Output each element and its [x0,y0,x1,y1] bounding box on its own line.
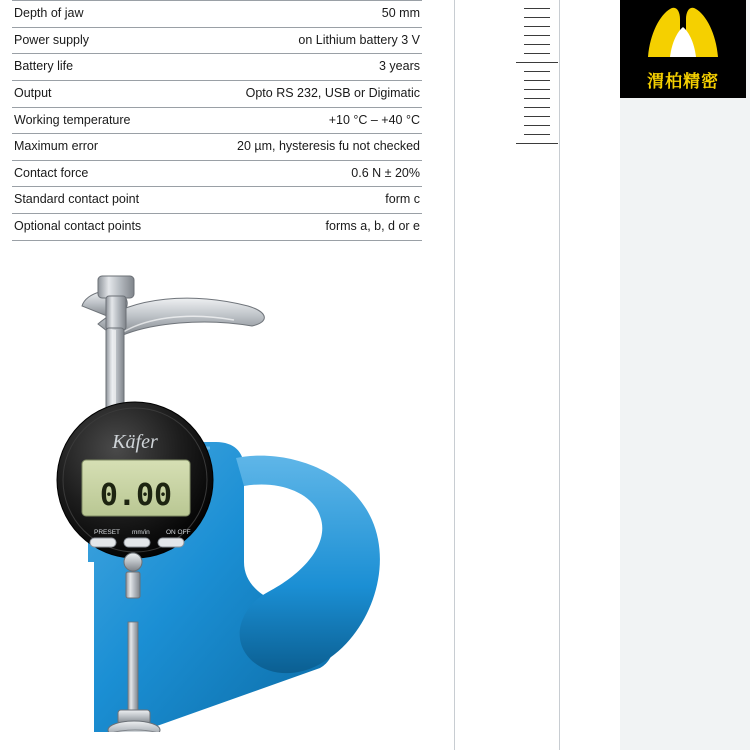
logo-text: 渭柏精密 [647,72,720,92]
dial-indicator [57,402,213,558]
ruler-tick [524,125,550,126]
ruler-tick [524,8,550,9]
spec-label: Optional contact points [14,219,142,233]
spec-label: Contact force [14,165,89,180]
button-label-onoff: ON OFF [166,529,191,536]
table-row [12,27,422,54]
table-row [12,80,422,107]
spec-label: Maximum error [14,139,99,154]
ruler-tick [524,35,550,36]
table-row [12,54,422,81]
table-row [12,214,422,241]
spec-value: 20 µm, hysteresis fu not checked [237,139,420,154]
ruler-tick-major [516,62,558,63]
ruler-tick [524,107,550,108]
specification-table [12,0,422,241]
spec-value: Opto RS 232, USB or Digimatic [245,85,420,100]
brand-text: Käfer [112,431,158,453]
lcd-value: 0.00 [99,478,173,513]
ruler-tick [524,98,550,99]
spec-value: on Lithium battery 3 V [298,32,420,47]
button-label-mmin: mm/in [132,529,150,536]
spec-label: Working temperature [14,112,131,127]
spec-value: 0.6 N ± 20% [351,165,420,180]
ruler-tick [524,53,550,54]
table-row [12,160,422,187]
ruler-tick [524,89,550,90]
ruler-tick-major [516,143,558,144]
scale-ruler [513,8,561,223]
brand-logo [620,0,746,98]
spec-value: 50 mm [381,6,420,20]
ruler-tick [524,26,550,27]
table-row [12,107,422,134]
spec-value: forms a, b, d or e [325,219,420,233]
ruler-tick [524,71,550,72]
ruler-tick [524,80,550,81]
logo-mark-icon [640,5,726,66]
right-panel [620,0,750,750]
ruler-tick [524,134,550,135]
spec-label: Depth of jaw [14,6,84,20]
table-row [12,1,422,28]
table-row [12,134,422,161]
product-image [20,262,440,732]
spec-value: 3 years [379,59,420,74]
spec-label: Output [14,85,52,100]
spec-label: Standard contact point [14,192,140,207]
spec-label: Battery life [14,59,74,74]
spec-value: form c [385,192,420,207]
vertical-divider [559,0,560,750]
table-row [12,187,422,214]
ruler-tick [524,116,550,117]
ruler-tick [524,17,550,18]
ruler-tick [524,44,550,45]
spec-label: Power supply [14,32,90,47]
spec-table-body [12,1,422,241]
spec-value: +10 °C – +40 °C [328,112,420,127]
button-label-preset: PRESET [94,529,121,536]
middle-strip [454,0,620,750]
